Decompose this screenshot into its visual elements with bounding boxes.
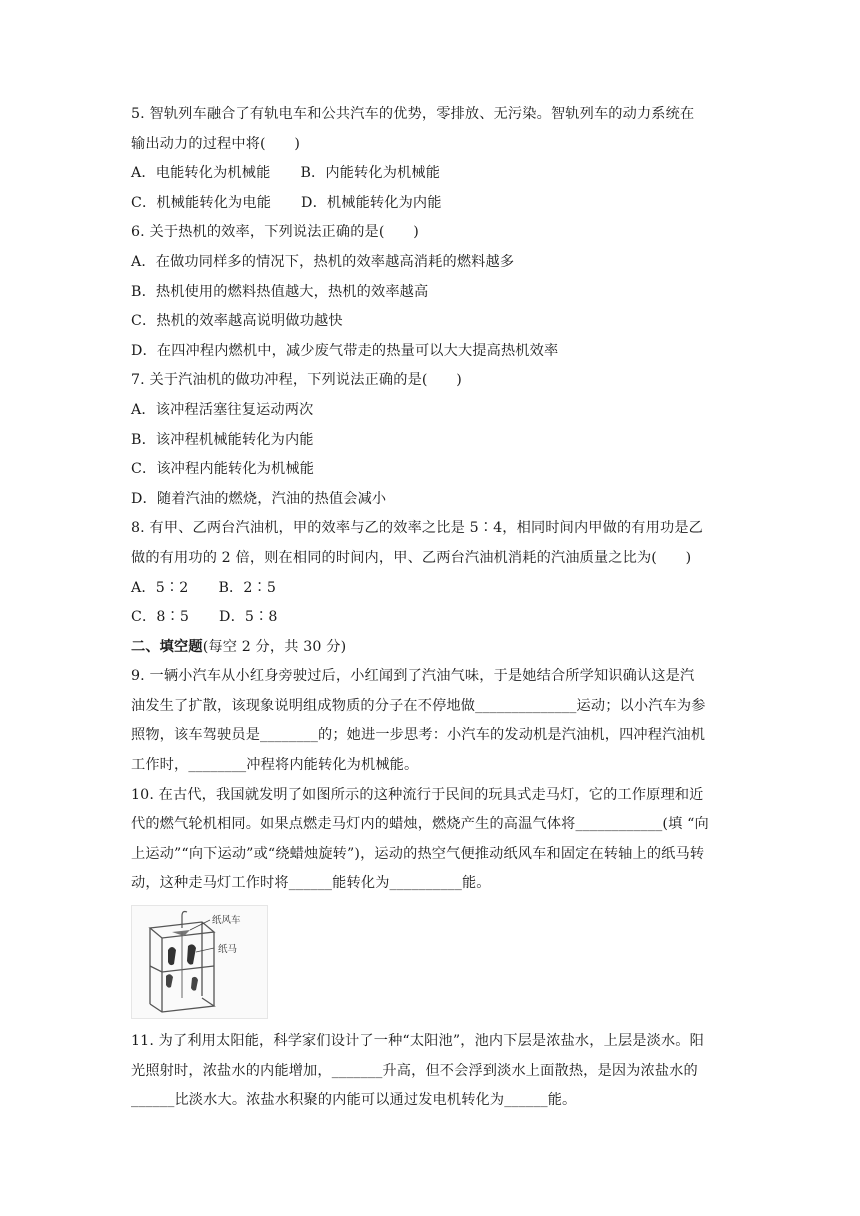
q10-line-2: 代的燃气轮机相同。如果点燃走马灯内的蜡烛，燃烧产生的高温气体将____________(填 “向	[131, 816, 709, 833]
section-title: 二、填空题	[131, 638, 203, 655]
lantern-figure	[131, 905, 268, 1019]
q8-option-c: C．8∶5	[131, 609, 190, 626]
q8-option-b: B．2∶5	[218, 579, 277, 596]
q8-option-a: A．5∶2	[131, 579, 189, 596]
q9-line-1: 9. 一辆小汽车从小红身旁驶过后，小红闻到了汽油气味，于是她结合所学知识确认这是汽	[131, 668, 695, 685]
q5-options-cd	[131, 189, 736, 219]
q8-options-ab	[131, 574, 736, 604]
lantern-illustration	[132, 906, 267, 1018]
q5-stem-line-2: 输出动力的过程中将( )	[131, 135, 301, 152]
figure-label-pinwheel: 纸风车	[212, 915, 241, 927]
q6-option-c: C．热机的效率越高说明做功越快	[131, 313, 343, 330]
q10-line-1: 10. 在古代，我国就发明了如图所示的这种流行于民间的玩具式走马灯，它的工作原理和近	[131, 786, 704, 803]
q6-option-b: B．热机使用的燃料热值越大，热机的效率越高	[131, 283, 429, 300]
q8-options-cd	[131, 603, 736, 633]
q11-line-2: 光照射时，浓盐水的内能增加，_______升高，但不会浮到淡水上面散热，是因为浓盐水的	[131, 1062, 698, 1079]
document-page	[131, 100, 736, 1116]
q5-option-a: A．电能转化为机械能	[131, 165, 271, 182]
q5-stem-line-1: 5. 智轨列车融合了有轨电车和公共汽车的优势，零排放、无污染。智轨列车的动力系统在	[131, 106, 695, 122]
q9-line-2: 油发生了扩散，该现象说明组成物质的分子在不停地做______________运动；以小汽车为参	[131, 697, 706, 714]
section-note: (每空 2 分，共 30 分)	[202, 638, 347, 655]
q7-option-d: D．随着汽油的燃烧，汽油的热值会减小	[131, 490, 387, 507]
q5-option-c: C．机械能转化为电能	[131, 194, 272, 211]
q11-line-1: 11. 为了利用太阳能，科学家们设计了一种“太阳池”，池内下层是浓盐水，上层是淡水。阳	[131, 1033, 704, 1050]
q8-stem-line-1: 8. 有甲、乙两台汽油机，甲的效率与乙的效率之比是 5∶4，相同时间内甲做的有用功是乙	[131, 520, 703, 537]
q7-option-a: A．该冲程活塞往复运动两次	[131, 401, 314, 418]
q8-stem-line-2: 做的有用功的 2 倍，则在相同的时间内，甲、乙两台汽油机消耗的汽油质量之比为( )	[131, 549, 692, 566]
q5-option-b: B．内能转化为机械能	[300, 165, 441, 182]
figure-label-horse: 纸马	[218, 944, 238, 956]
q7-option-c: C．该冲程内能转化为机械能	[131, 461, 315, 478]
q6-option-d: D．在四冲程内燃机中，减少废气带走的热量可以大大提高热机效率	[131, 342, 559, 359]
q7-stem: 7. 关于汽油机的做功冲程，下列说法正确的是( )	[131, 372, 462, 389]
q9-line-3: 照物，该车驾驶员是________的；她进一步思考：小汽车的发动机是汽油机，四冲程汽油机	[131, 727, 706, 744]
q5-option-d: D．机械能转化为内能	[301, 194, 442, 211]
q7-option-b: B．该冲程机械能转化为内能	[131, 431, 314, 448]
section-heading	[131, 633, 736, 663]
q11-line-3: ______比淡水大。浓盐水积聚的内能可以通过发电机转化为______能。	[131, 1092, 577, 1109]
q9-line-4: 工作时，________冲程将内能转化为机械能。	[131, 757, 419, 774]
q5-options-ab	[131, 159, 736, 189]
q10-line-4: 动，这种走马灯工作时将______能转化为__________能。	[131, 875, 491, 892]
q6-option-a: A．在做功同样多的情况下，热机的效率越高消耗的燃料越多	[131, 253, 515, 270]
q10-line-3: 上运动”“向下运动”或“绕蜡烛旋转”)，运动的热空气便推动纸风车和固定在转轴上的纸马转	[131, 845, 705, 862]
q8-option-d: D．5∶8	[219, 609, 278, 626]
q6-stem: 6. 关于热机的效率，下列说法正确的是( )	[131, 224, 419, 241]
